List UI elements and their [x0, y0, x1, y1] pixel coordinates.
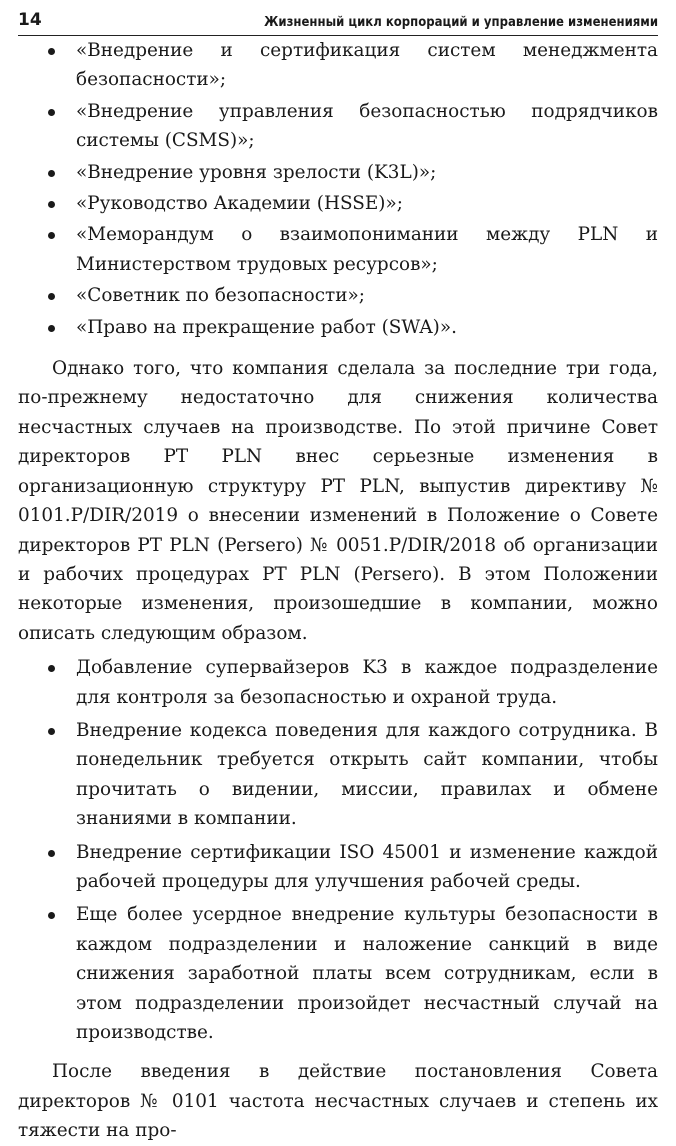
bullet-icon [48, 232, 55, 239]
bullet-icon [48, 170, 55, 177]
list-item-text: «Внедрение и сертификация систем менеджмента безопасности»; [76, 40, 658, 91]
running-title: Жизненный цикл корпораций и управление изменениями [264, 14, 658, 30]
bullet-icon [48, 293, 55, 300]
bullet-list-changes [18, 653, 658, 1047]
list-item [18, 900, 658, 1047]
bullet-icon [48, 109, 55, 116]
list-item [18, 281, 658, 310]
list-item [18, 838, 658, 897]
bullet-icon [48, 325, 55, 332]
paragraph-directive: Однако того, что компания сделала за последние три года, по-прежнему недостаточно для снижения количества несчастных случаев на производстве. По этой причине Совет директоров PT PLN внес серьезные изменения в организационную структуру PT PLN, выпустив директиву № 0101.P/DIR/2019 о внесении изменений в Положение о Совете директоров PT PLN (Persero) № 0051.P/DIR/2018 об организации и рабочих процедурах PT PLN (Persero). В этом Положении некоторые изменения, произошедшие в компании, можно описать следующим образом. [18, 358, 658, 644]
list-item [18, 313, 658, 342]
bullet-icon [48, 665, 55, 672]
list-item [18, 220, 658, 279]
list-item-text: «Право на прекращение работ (SWA)». [76, 316, 457, 338]
bullet-list-programs [18, 36, 658, 342]
list-item [18, 716, 658, 834]
list-item-text: Добавление супервайзеров K3 в каждое подразделение для контроля за безопасностью и охраной труда. [76, 657, 658, 708]
list-item-text: Внедрение сертификации ISO 45001 и изменение каждой рабочей процедуры для улучшения рабочей среды. [76, 841, 658, 892]
list-item [18, 97, 658, 156]
bullet-icon [48, 850, 55, 857]
paragraph-results: После введения в действие постановления Совета директоров № 0101 частота несчастных случаев и степень их тяжести на про- [18, 1061, 658, 1142]
list-item-text: «Внедрение уровня зрелости (K3L)»; [76, 161, 437, 183]
running-header [18, 0, 658, 36]
page-number: 14 [18, 10, 42, 30]
list-item [18, 36, 658, 95]
list-item-text: «Внедрение управления безопасностью подрядчиков системы (CSMS)»; [76, 100, 658, 152]
body-text [18, 36, 658, 1146]
bullet-icon [48, 912, 55, 919]
list-item-text: «Меморандум о взаимопонимании между PLN и Министерством трудовых ресурсов»; [76, 224, 658, 275]
list-item-text: Внедрение кодекса поведения для каждого сотрудника. В понедельник требуется открыть сайт компании, чтобы прочитать о видении, миссии, правилах и обмене знаниями в компании. [76, 719, 658, 830]
bullet-icon [48, 48, 55, 55]
list-item [18, 189, 658, 218]
list-item [18, 158, 658, 187]
list-item-text: «Руководство Академии (HSSE)»; [76, 193, 403, 215]
bullet-icon [48, 201, 55, 208]
list-item [18, 653, 658, 712]
bullet-icon [48, 728, 55, 735]
list-item-text: Еще более усердное внедрение культуры безопасности в каждом подразделении и наложение санкций в виде снижения заработной платы всем сотрудникам, если в этом подразделении произойдет несчастный случай на производстве. [76, 904, 658, 1043]
list-item-text: «Советник по безопасности»; [76, 285, 365, 307]
